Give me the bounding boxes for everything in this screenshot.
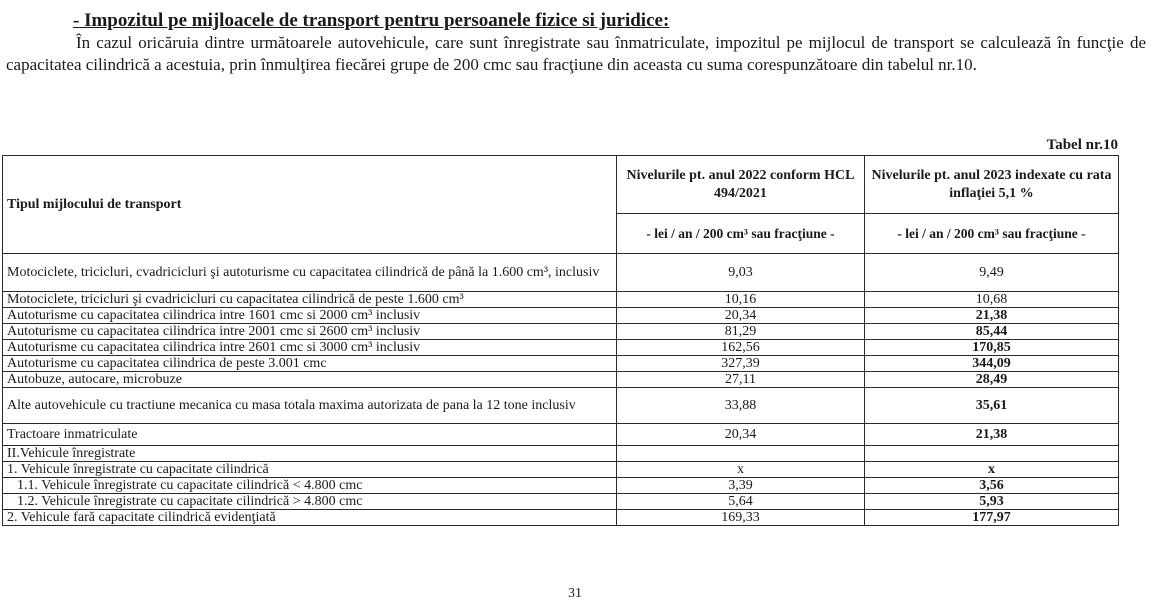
table-row <box>3 478 1119 494</box>
tax-rates-table <box>2 155 1119 526</box>
table-row <box>3 424 1119 446</box>
row-label: 1.2. Vehicule înregistrate cu capacitate cilindrică > 4.800 cmc <box>3 494 617 510</box>
value-2022: 162,56 <box>617 340 865 356</box>
row-label: Autoturisme cu capacitatea cilindrica intre 2001 cmc si 2600 cm³ inclusiv <box>3 324 617 340</box>
table-row <box>3 510 1119 526</box>
table-row <box>3 356 1119 372</box>
row-label: Alte autovehicule cu tractiune mecanica cu masa totala maxima autorizata de pana la 12 tone inclusiv <box>3 388 617 424</box>
value-2023: 177,97 <box>865 510 1119 526</box>
value-2023: x <box>865 462 1119 478</box>
table-row <box>3 372 1119 388</box>
section-heading: - Impozitul pe mijloacele de transport pentru persoanele fizice si juridice: <box>73 10 670 31</box>
value-2022: 10,16 <box>617 292 865 308</box>
value-2023: 21,38 <box>865 308 1119 324</box>
table-row <box>3 254 1119 292</box>
intro-paragraph-text: În cazul oricăruia dintre următoarele autovehicule, care sunt înregistrate sau înmatriculate, impozitul pe mijlocul de transport se calculează în funcţie de capacitatea cilindrică a acestuia, prin înmulţirea fiecărei grupe de 200 cmc sau fracţiune din aceasta cu suma corespunzătoare din tabelul nr.10. <box>6 33 1146 74</box>
intro-paragraph <box>6 32 1146 76</box>
row-label: Motociclete, tricicluri, cvadricicluri şi autoturisme cu capacitatea cilindrică de până la 1.600 cm³, inclusiv <box>3 254 617 292</box>
table-row <box>3 324 1119 340</box>
value-2023 <box>865 446 1119 462</box>
value-2023: 35,61 <box>865 388 1119 424</box>
table-row <box>3 308 1119 324</box>
header-2022-levels: Nivelurile pt. anul 2022 conform HCL 494/2021 <box>617 156 865 214</box>
row-label: Autoturisme cu capacitatea cilindrica intre 2601 cmc si 3000 cm³ inclusiv <box>3 340 617 356</box>
row-label: 1.1. Vehicule înregistrate cu capacitate cilindrică < 4.800 cmc <box>3 478 617 494</box>
value-2022: 27,11 <box>617 372 865 388</box>
value-2023: 5,93 <box>865 494 1119 510</box>
header-vehicle-type: Tipul mijlocului de transport <box>3 156 617 254</box>
value-2023: 170,85 <box>865 340 1119 356</box>
table-row <box>3 494 1119 510</box>
row-label: II.Vehicule înregistrate <box>3 446 617 462</box>
row-label: Motociclete, tricicluri şi cvadricicluri cu capacitatea cilindrică de peste 1.600 cm³ <box>3 292 617 308</box>
table-row <box>3 340 1119 356</box>
value-2022: 3,39 <box>617 478 865 494</box>
row-label: Autoturisme cu capacitatea cilindrica de peste 3.001 cmc <box>3 356 617 372</box>
header-2023-levels: Nivelurile pt. anul 2023 indexate cu rata inflaţiei 5,1 % <box>865 156 1119 214</box>
value-2022: 169,33 <box>617 510 865 526</box>
row-label: Autoturisme cu capacitatea cilindrica intre 1601 cmc si 2000 cm³ inclusiv <box>3 308 617 324</box>
value-2022: 5,64 <box>617 494 865 510</box>
value-2022: 327,39 <box>617 356 865 372</box>
value-2022: 20,34 <box>617 424 865 446</box>
value-2022: x <box>617 462 865 478</box>
table-row <box>3 388 1119 424</box>
value-2022: 20,34 <box>617 308 865 324</box>
table-row <box>3 462 1119 478</box>
value-2022: 33,88 <box>617 388 865 424</box>
value-2022: 81,29 <box>617 324 865 340</box>
value-2023: 344,09 <box>865 356 1119 372</box>
unit-2022: - lei / an / 200 cm³ sau fracţiune - <box>617 214 865 254</box>
table-row <box>3 292 1119 308</box>
value-2023: 85,44 <box>865 324 1119 340</box>
page-number: 31 <box>568 586 582 601</box>
value-2023: 28,49 <box>865 372 1119 388</box>
table-label: Tabel nr.10 <box>1046 137 1118 153</box>
table-row <box>3 446 1119 462</box>
row-label: Autobuze, autocare, microbuze <box>3 372 617 388</box>
value-2023: 3,56 <box>865 478 1119 494</box>
value-2022 <box>617 446 865 462</box>
value-2022: 9,03 <box>617 254 865 292</box>
row-label: 1. Vehicule înregistrate cu capacitate cilindrică <box>3 462 617 478</box>
value-2023: 21,38 <box>865 424 1119 446</box>
row-label: Tractoare inmatriculate <box>3 424 617 446</box>
row-label: 2. Vehicule fară capacitate cilindrică evidenţiată <box>3 510 617 526</box>
value-2023: 9,49 <box>865 254 1119 292</box>
value-2023: 10,68 <box>865 292 1119 308</box>
unit-2023: - lei / an / 200 cm³ sau fracţiune - <box>865 214 1119 254</box>
